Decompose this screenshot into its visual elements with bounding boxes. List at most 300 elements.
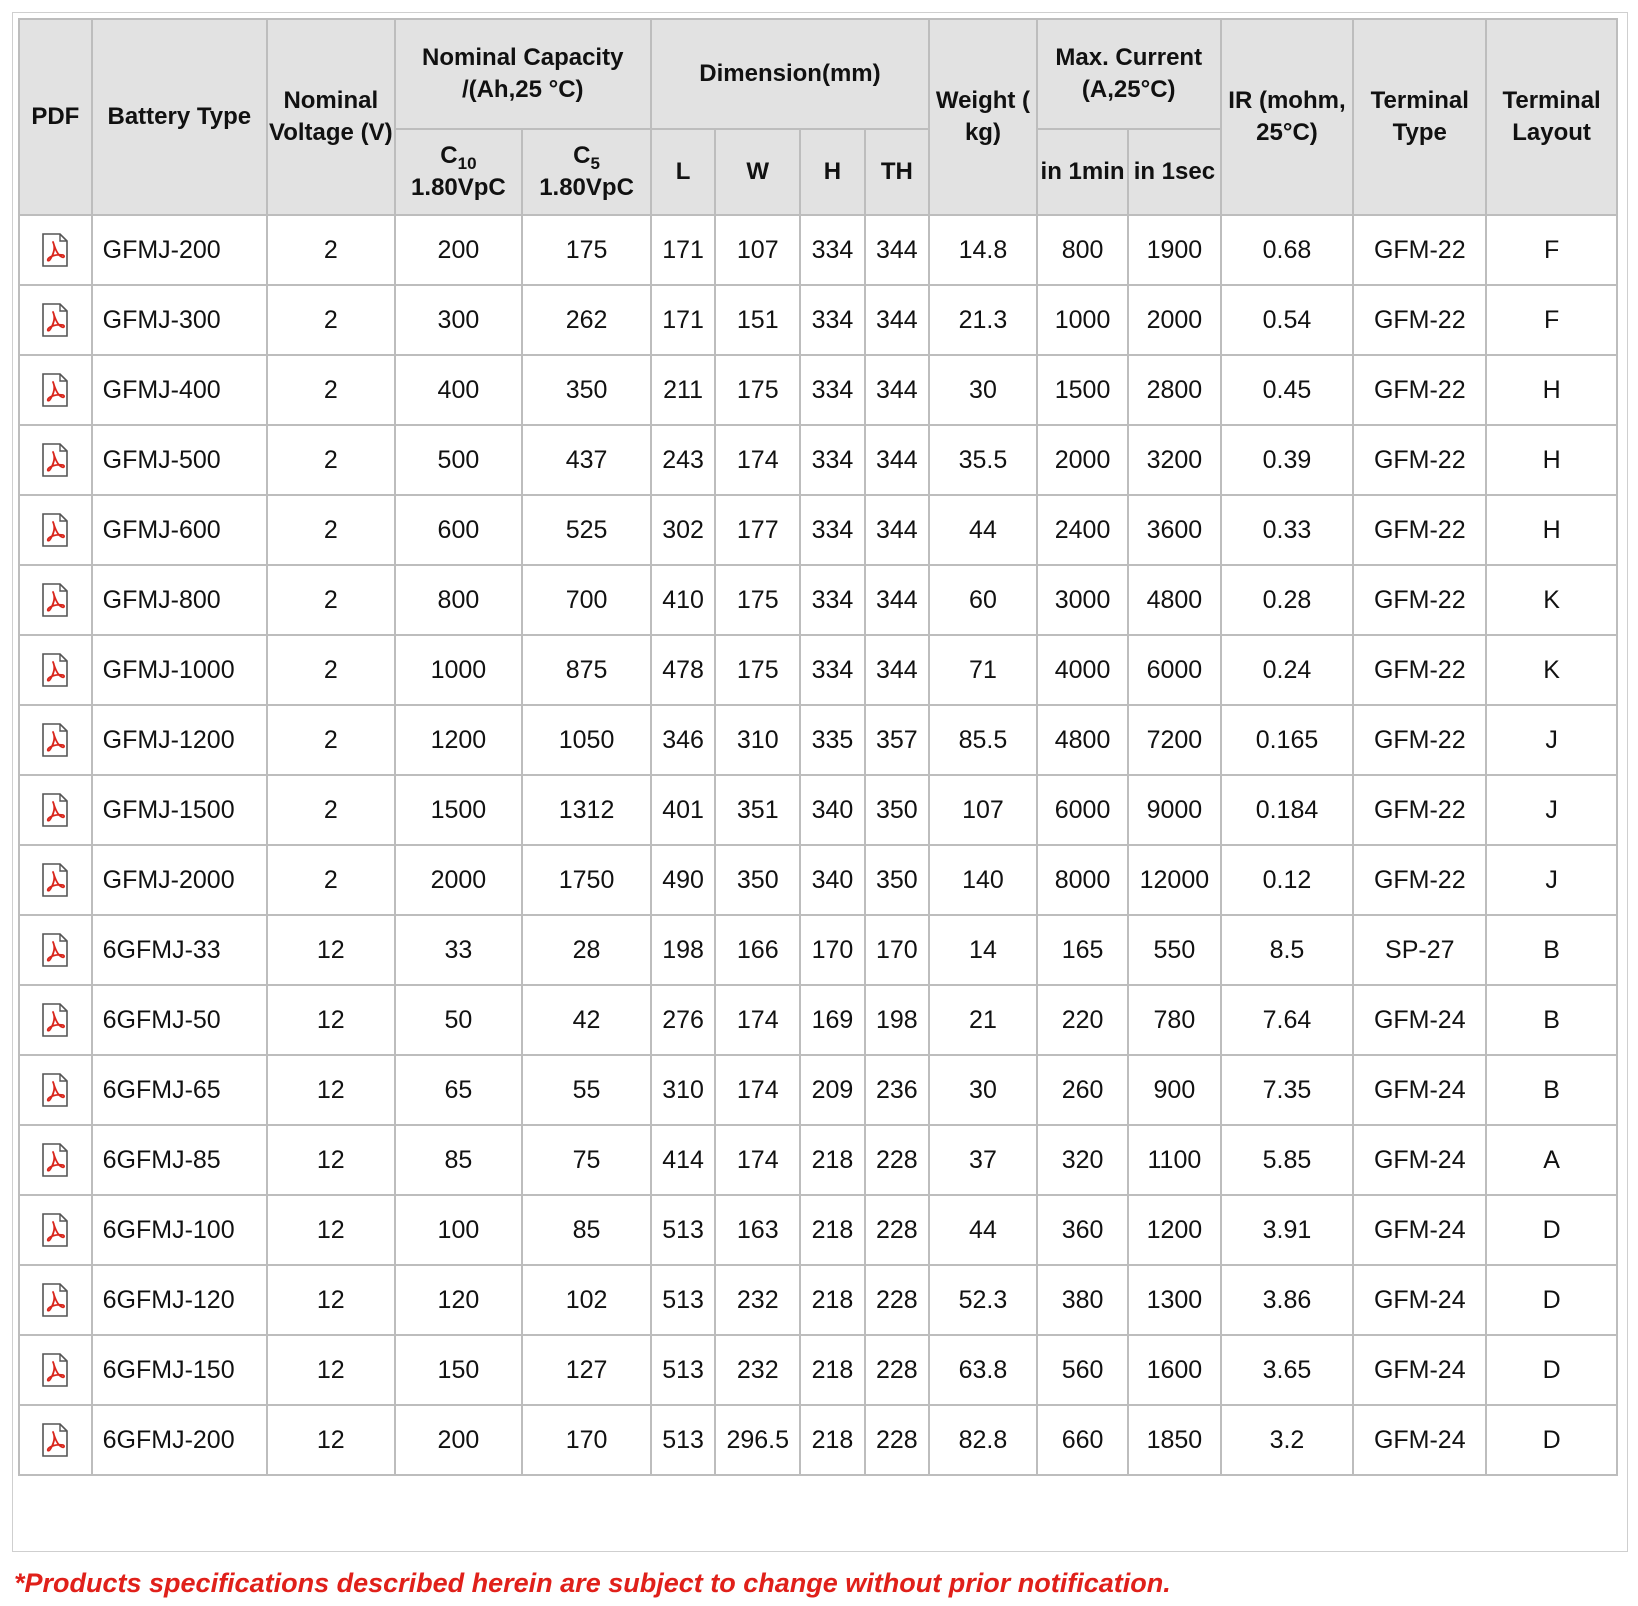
capacity-c5-cell: 700 <box>522 565 651 635</box>
width-cell: 350 <box>715 845 800 915</box>
table-row <box>19 845 1617 915</box>
voltage-cell: 2 <box>267 565 395 635</box>
pdf-cell[interactable] <box>19 1405 92 1475</box>
battery-type-cell: GFMJ-2000 <box>92 845 267 915</box>
current-1min-cell: 8000 <box>1037 845 1128 915</box>
current-1min-cell: 2000 <box>1037 425 1128 495</box>
width-cell: 163 <box>715 1195 800 1265</box>
header-c10-symbol: C <box>440 142 458 169</box>
voltage-cell: 12 <box>267 985 395 1055</box>
height-cell: 334 <box>800 215 864 285</box>
pdf-file-icon[interactable] <box>40 1142 70 1178</box>
terminal-type-cell: GFM-22 <box>1353 845 1486 915</box>
length-cell: 513 <box>651 1405 715 1475</box>
width-cell: 174 <box>715 425 800 495</box>
length-cell: 171 <box>651 285 715 355</box>
pdf-cell[interactable] <box>19 1265 92 1335</box>
table-row <box>19 1405 1617 1475</box>
length-cell: 243 <box>651 425 715 495</box>
terminal-layout-cell: B <box>1486 985 1617 1055</box>
header-c5-subscript: 5 <box>590 154 600 173</box>
current-1min-cell: 4800 <box>1037 705 1128 775</box>
current-1min-cell: 220 <box>1037 985 1128 1055</box>
table-row <box>19 355 1617 425</box>
height-cell: 334 <box>800 285 864 355</box>
pdf-cell[interactable] <box>19 985 92 1055</box>
height-cell: 335 <box>800 705 864 775</box>
battery-type-cell: GFMJ-400 <box>92 355 267 425</box>
pdf-file-icon[interactable] <box>40 792 70 828</box>
weight-cell: 21 <box>929 985 1037 1055</box>
total-height-cell: 228 <box>865 1335 929 1405</box>
capacity-c5-cell: 1750 <box>522 845 651 915</box>
voltage-cell: 12 <box>267 1335 395 1405</box>
weight-cell: 71 <box>929 635 1037 705</box>
terminal-type-cell: GFM-24 <box>1353 1125 1486 1195</box>
terminal-layout-cell: F <box>1486 285 1617 355</box>
pdf-cell[interactable] <box>19 915 92 985</box>
capacity-c10-cell: 300 <box>395 285 523 355</box>
battery-type-cell: GFMJ-600 <box>92 495 267 565</box>
header-in-1sec: in 1sec <box>1128 129 1220 215</box>
terminal-type-cell: GFM-22 <box>1353 215 1486 285</box>
table-row <box>19 1265 1617 1335</box>
table-row <box>19 1125 1617 1195</box>
total-height-cell: 344 <box>865 635 929 705</box>
table-row <box>19 915 1617 985</box>
table-row <box>19 985 1617 1055</box>
total-height-cell: 170 <box>865 915 929 985</box>
internal-resistance-cell: 0.12 <box>1221 845 1354 915</box>
capacity-c5-cell: 170 <box>522 1405 651 1475</box>
total-height-cell: 228 <box>865 1405 929 1475</box>
voltage-cell: 2 <box>267 425 395 495</box>
table-row <box>19 565 1617 635</box>
width-cell: 232 <box>715 1335 800 1405</box>
header-total-height: TH <box>865 129 929 215</box>
width-cell: 232 <box>715 1265 800 1335</box>
terminal-type-cell: GFM-22 <box>1353 355 1486 425</box>
current-1min-cell: 165 <box>1037 915 1128 985</box>
header-nominal-capacity: Nominal Capacity /(Ah,25 °C) <box>395 19 651 129</box>
capacity-c10-cell: 1200 <box>395 705 523 775</box>
battery-type-cell: 6GFMJ-50 <box>92 985 267 1055</box>
capacity-c5-cell: 175 <box>522 215 651 285</box>
header-in-1min: in 1min <box>1037 129 1128 215</box>
length-cell: 346 <box>651 705 715 775</box>
current-1min-cell: 4000 <box>1037 635 1128 705</box>
capacity-c5-cell: 875 <box>522 635 651 705</box>
internal-resistance-cell: 0.68 <box>1221 215 1354 285</box>
current-1sec-cell: 1200 <box>1128 1195 1220 1265</box>
capacity-c5-cell: 262 <box>522 285 651 355</box>
battery-type-cell: 6GFMJ-150 <box>92 1335 267 1405</box>
internal-resistance-cell: 0.39 <box>1221 425 1354 495</box>
capacity-c10-cell: 100 <box>395 1195 523 1265</box>
current-1min-cell: 6000 <box>1037 775 1128 845</box>
internal-resistance-cell: 7.35 <box>1221 1055 1354 1125</box>
terminal-layout-cell: A <box>1486 1125 1617 1195</box>
capacity-c5-cell: 55 <box>522 1055 651 1125</box>
current-1min-cell: 320 <box>1037 1125 1128 1195</box>
battery-type-cell: 6GFMJ-33 <box>92 915 267 985</box>
height-cell: 170 <box>800 915 864 985</box>
total-height-cell: 344 <box>865 285 929 355</box>
length-cell: 410 <box>651 565 715 635</box>
weight-cell: 37 <box>929 1125 1037 1195</box>
battery-type-cell: GFMJ-500 <box>92 425 267 495</box>
voltage-cell: 12 <box>267 1055 395 1125</box>
table-row <box>19 705 1617 775</box>
current-1sec-cell: 1850 <box>1128 1405 1220 1475</box>
header-nominal-voltage: Nominal Voltage (V) <box>267 19 395 215</box>
weight-cell: 60 <box>929 565 1037 635</box>
header-c10-condition: 1.80VpC <box>411 174 506 201</box>
pdf-cell[interactable] <box>19 425 92 495</box>
voltage-cell: 12 <box>267 1265 395 1335</box>
internal-resistance-cell: 0.184 <box>1221 775 1354 845</box>
terminal-layout-cell: F <box>1486 215 1617 285</box>
pdf-cell[interactable] <box>19 1055 92 1125</box>
battery-type-cell: 6GFMJ-100 <box>92 1195 267 1265</box>
current-1sec-cell: 550 <box>1128 915 1220 985</box>
terminal-layout-cell: K <box>1486 635 1617 705</box>
current-1min-cell: 2400 <box>1037 495 1128 565</box>
current-1sec-cell: 4800 <box>1128 565 1220 635</box>
voltage-cell: 2 <box>267 705 395 775</box>
weight-cell: 140 <box>929 845 1037 915</box>
pdf-file-icon[interactable] <box>40 582 70 618</box>
terminal-layout-cell: B <box>1486 1055 1617 1125</box>
current-1min-cell: 800 <box>1037 215 1128 285</box>
length-cell: 513 <box>651 1335 715 1405</box>
terminal-layout-cell: J <box>1486 775 1617 845</box>
pdf-file-icon[interactable] <box>40 232 70 268</box>
total-height-cell: 350 <box>865 775 929 845</box>
header-ir: IR (mohm, 25°C) <box>1221 19 1354 215</box>
terminal-layout-cell: D <box>1486 1405 1617 1475</box>
voltage-cell: 12 <box>267 915 395 985</box>
internal-resistance-cell: 3.2 <box>1221 1405 1354 1475</box>
voltage-cell: 2 <box>267 355 395 425</box>
pdf-cell[interactable] <box>19 495 92 565</box>
voltage-cell: 12 <box>267 1195 395 1265</box>
current-1sec-cell: 7200 <box>1128 705 1220 775</box>
current-1sec-cell: 3200 <box>1128 425 1220 495</box>
table-row <box>19 1195 1617 1265</box>
total-height-cell: 344 <box>865 495 929 565</box>
battery-spec-table <box>18 18 1618 1476</box>
table-row <box>19 285 1617 355</box>
header-c10 <box>395 129 523 215</box>
table-row <box>19 775 1617 845</box>
width-cell: 174 <box>715 985 800 1055</box>
battery-type-cell: 6GFMJ-65 <box>92 1055 267 1125</box>
terminal-type-cell: GFM-24 <box>1353 1335 1486 1405</box>
internal-resistance-cell: 0.24 <box>1221 635 1354 705</box>
table-row <box>19 635 1617 705</box>
pdf-file-icon[interactable] <box>40 932 70 968</box>
pdf-cell[interactable] <box>19 1335 92 1405</box>
capacity-c10-cell: 800 <box>395 565 523 635</box>
header-c10-subscript: 10 <box>457 154 477 173</box>
width-cell: 175 <box>715 355 800 425</box>
weight-cell: 44 <box>929 495 1037 565</box>
capacity-c5-cell: 28 <box>522 915 651 985</box>
capacity-c10-cell: 2000 <box>395 845 523 915</box>
weight-cell: 44 <box>929 1195 1037 1265</box>
length-cell: 401 <box>651 775 715 845</box>
pdf-file-icon[interactable] <box>40 442 70 478</box>
current-1min-cell: 360 <box>1037 1195 1128 1265</box>
capacity-c10-cell: 120 <box>395 1265 523 1335</box>
voltage-cell: 2 <box>267 495 395 565</box>
capacity-c10-cell: 200 <box>395 1405 523 1475</box>
battery-type-cell: GFMJ-200 <box>92 215 267 285</box>
height-cell: 334 <box>800 635 864 705</box>
pdf-cell[interactable] <box>19 1195 92 1265</box>
pdf-cell[interactable] <box>19 705 92 775</box>
table-row <box>19 215 1617 285</box>
terminal-type-cell: GFM-22 <box>1353 635 1486 705</box>
internal-resistance-cell: 3.86 <box>1221 1265 1354 1335</box>
voltage-cell: 2 <box>267 635 395 705</box>
pdf-file-icon[interactable] <box>40 722 70 758</box>
weight-cell: 30 <box>929 1055 1037 1125</box>
terminal-layout-cell: H <box>1486 425 1617 495</box>
table-row <box>19 1055 1617 1125</box>
total-height-cell: 344 <box>865 355 929 425</box>
pdf-file-icon[interactable] <box>40 1002 70 1038</box>
width-cell: 166 <box>715 915 800 985</box>
current-1min-cell: 380 <box>1037 1265 1128 1335</box>
terminal-type-cell: GFM-22 <box>1353 705 1486 775</box>
length-cell: 302 <box>651 495 715 565</box>
footer-disclaimer: *Products specifications described herein are subject to change without prior notification. <box>14 1568 1171 1598</box>
capacity-c10-cell: 85 <box>395 1125 523 1195</box>
capacity-c5-cell: 85 <box>522 1195 651 1265</box>
height-cell: 334 <box>800 425 864 495</box>
table-header <box>19 19 1617 215</box>
capacity-c10-cell: 600 <box>395 495 523 565</box>
voltage-cell: 2 <box>267 845 395 915</box>
height-cell: 218 <box>800 1405 864 1475</box>
height-cell: 218 <box>800 1195 864 1265</box>
terminal-type-cell: GFM-22 <box>1353 775 1486 845</box>
pdf-cell[interactable] <box>19 1125 92 1195</box>
current-1sec-cell: 1600 <box>1128 1335 1220 1405</box>
capacity-c10-cell: 50 <box>395 985 523 1055</box>
pdf-cell[interactable] <box>19 845 92 915</box>
voltage-cell: 2 <box>267 215 395 285</box>
length-cell: 513 <box>651 1195 715 1265</box>
header-length: L <box>651 129 715 215</box>
capacity-c5-cell: 350 <box>522 355 651 425</box>
current-1min-cell: 660 <box>1037 1405 1128 1475</box>
width-cell: 151 <box>715 285 800 355</box>
header-max-current: Max. Current (A,25°C) <box>1037 19 1221 129</box>
terminal-type-cell: GFM-24 <box>1353 985 1486 1055</box>
terminal-type-cell: GFM-24 <box>1353 1265 1486 1335</box>
internal-resistance-cell: 5.85 <box>1221 1125 1354 1195</box>
width-cell: 107 <box>715 215 800 285</box>
total-height-cell: 228 <box>865 1195 929 1265</box>
total-height-cell: 236 <box>865 1055 929 1125</box>
header-battery-type: Battery Type <box>92 19 267 215</box>
capacity-c5-cell: 102 <box>522 1265 651 1335</box>
pdf-cell[interactable] <box>19 285 92 355</box>
terminal-layout-cell: D <box>1486 1335 1617 1405</box>
terminal-layout-cell: H <box>1486 355 1617 425</box>
header-height: H <box>800 129 864 215</box>
terminal-type-cell: GFM-24 <box>1353 1195 1486 1265</box>
current-1min-cell: 3000 <box>1037 565 1128 635</box>
current-1sec-cell: 1300 <box>1128 1265 1220 1335</box>
terminal-type-cell: GFM-22 <box>1353 495 1486 565</box>
current-1sec-cell: 1900 <box>1128 215 1220 285</box>
current-1sec-cell: 3600 <box>1128 495 1220 565</box>
pdf-cell[interactable] <box>19 355 92 425</box>
height-cell: 340 <box>800 845 864 915</box>
voltage-cell: 2 <box>267 775 395 845</box>
terminal-type-cell: GFM-22 <box>1353 565 1486 635</box>
terminal-layout-cell: B <box>1486 915 1617 985</box>
weight-cell: 63.8 <box>929 1335 1037 1405</box>
height-cell: 218 <box>800 1125 864 1195</box>
current-1sec-cell: 12000 <box>1128 845 1220 915</box>
current-1min-cell: 560 <box>1037 1335 1128 1405</box>
total-height-cell: 344 <box>865 215 929 285</box>
capacity-c5-cell: 1312 <box>522 775 651 845</box>
internal-resistance-cell: 3.91 <box>1221 1195 1354 1265</box>
total-height-cell: 228 <box>865 1125 929 1195</box>
width-cell: 351 <box>715 775 800 845</box>
header-pdf: PDF <box>19 19 92 215</box>
terminal-type-cell: GFM-24 <box>1353 1055 1486 1125</box>
capacity-c5-cell: 1050 <box>522 705 651 775</box>
pdf-cell[interactable] <box>19 775 92 845</box>
header-dimension: Dimension(mm) <box>651 19 929 129</box>
terminal-layout-cell: H <box>1486 495 1617 565</box>
battery-type-cell: GFMJ-1500 <box>92 775 267 845</box>
width-cell: 296.5 <box>715 1405 800 1475</box>
header-terminal-layout: Terminal Layout <box>1486 19 1617 215</box>
height-cell: 169 <box>800 985 864 1055</box>
length-cell: 414 <box>651 1125 715 1195</box>
internal-resistance-cell: 0.28 <box>1221 565 1354 635</box>
width-cell: 175 <box>715 565 800 635</box>
capacity-c10-cell: 1000 <box>395 635 523 705</box>
header-c5 <box>522 129 651 215</box>
pdf-file-icon[interactable] <box>40 1072 70 1108</box>
height-cell: 334 <box>800 565 864 635</box>
terminal-type-cell: GFM-22 <box>1353 285 1486 355</box>
weight-cell: 14.8 <box>929 215 1037 285</box>
capacity-c10-cell: 65 <box>395 1055 523 1125</box>
header-width: W <box>715 129 800 215</box>
weight-cell: 21.3 <box>929 285 1037 355</box>
current-1sec-cell: 9000 <box>1128 775 1220 845</box>
length-cell: 478 <box>651 635 715 705</box>
table-row <box>19 1335 1617 1405</box>
current-1sec-cell: 2800 <box>1128 355 1220 425</box>
header-c5-condition: 1.80VpC <box>539 174 634 201</box>
current-1sec-cell: 6000 <box>1128 635 1220 705</box>
terminal-layout-cell: J <box>1486 845 1617 915</box>
length-cell: 490 <box>651 845 715 915</box>
internal-resistance-cell: 3.65 <box>1221 1335 1354 1405</box>
terminal-type-cell: GFM-22 <box>1353 425 1486 495</box>
height-cell: 334 <box>800 495 864 565</box>
header-weight: Weight ( kg) <box>929 19 1037 215</box>
capacity-c5-cell: 525 <box>522 495 651 565</box>
pdf-file-icon[interactable] <box>40 1282 70 1318</box>
pdf-file-icon[interactable] <box>40 302 70 338</box>
weight-cell: 14 <box>929 915 1037 985</box>
capacity-c5-cell: 75 <box>522 1125 651 1195</box>
terminal-layout-cell: J <box>1486 705 1617 775</box>
length-cell: 513 <box>651 1265 715 1335</box>
length-cell: 276 <box>651 985 715 1055</box>
header-c5-symbol: C <box>573 142 591 169</box>
battery-type-cell: GFMJ-300 <box>92 285 267 355</box>
pdf-file-icon[interactable] <box>40 862 70 898</box>
weight-cell: 30 <box>929 355 1037 425</box>
current-1sec-cell: 2000 <box>1128 285 1220 355</box>
length-cell: 211 <box>651 355 715 425</box>
capacity-c5-cell: 127 <box>522 1335 651 1405</box>
total-height-cell: 198 <box>865 985 929 1055</box>
terminal-layout-cell: D <box>1486 1195 1617 1265</box>
capacity-c10-cell: 150 <box>395 1335 523 1405</box>
total-height-cell: 344 <box>865 425 929 495</box>
internal-resistance-cell: 0.33 <box>1221 495 1354 565</box>
pdf-file-icon[interactable] <box>40 652 70 688</box>
pdf-file-icon[interactable] <box>40 1212 70 1248</box>
pdf-cell[interactable] <box>19 215 92 285</box>
current-1sec-cell: 1100 <box>1128 1125 1220 1195</box>
internal-resistance-cell: 7.64 <box>1221 985 1354 1055</box>
internal-resistance-cell: 0.54 <box>1221 285 1354 355</box>
table-body <box>19 215 1617 1475</box>
capacity-c10-cell: 400 <box>395 355 523 425</box>
weight-cell: 107 <box>929 775 1037 845</box>
pdf-file-icon[interactable] <box>40 1422 70 1458</box>
pdf-file-icon[interactable] <box>40 512 70 548</box>
height-cell: 218 <box>800 1335 864 1405</box>
current-1min-cell: 1000 <box>1037 285 1128 355</box>
internal-resistance-cell: 0.45 <box>1221 355 1354 425</box>
battery-type-cell: GFMJ-800 <box>92 565 267 635</box>
pdf-file-icon[interactable] <box>40 1352 70 1388</box>
table-row <box>19 425 1617 495</box>
voltage-cell: 12 <box>267 1405 395 1475</box>
battery-type-cell: GFMJ-1200 <box>92 705 267 775</box>
width-cell: 174 <box>715 1055 800 1125</box>
pdf-cell[interactable] <box>19 635 92 705</box>
height-cell: 209 <box>800 1055 864 1125</box>
capacity-c5-cell: 42 <box>522 985 651 1055</box>
total-height-cell: 350 <box>865 845 929 915</box>
height-cell: 334 <box>800 355 864 425</box>
voltage-cell: 12 <box>267 1125 395 1195</box>
terminal-type-cell: SP-27 <box>1353 915 1486 985</box>
terminal-layout-cell: K <box>1486 565 1617 635</box>
pdf-file-icon[interactable] <box>40 372 70 408</box>
pdf-cell[interactable] <box>19 565 92 635</box>
current-1min-cell: 260 <box>1037 1055 1128 1125</box>
total-height-cell: 344 <box>865 565 929 635</box>
